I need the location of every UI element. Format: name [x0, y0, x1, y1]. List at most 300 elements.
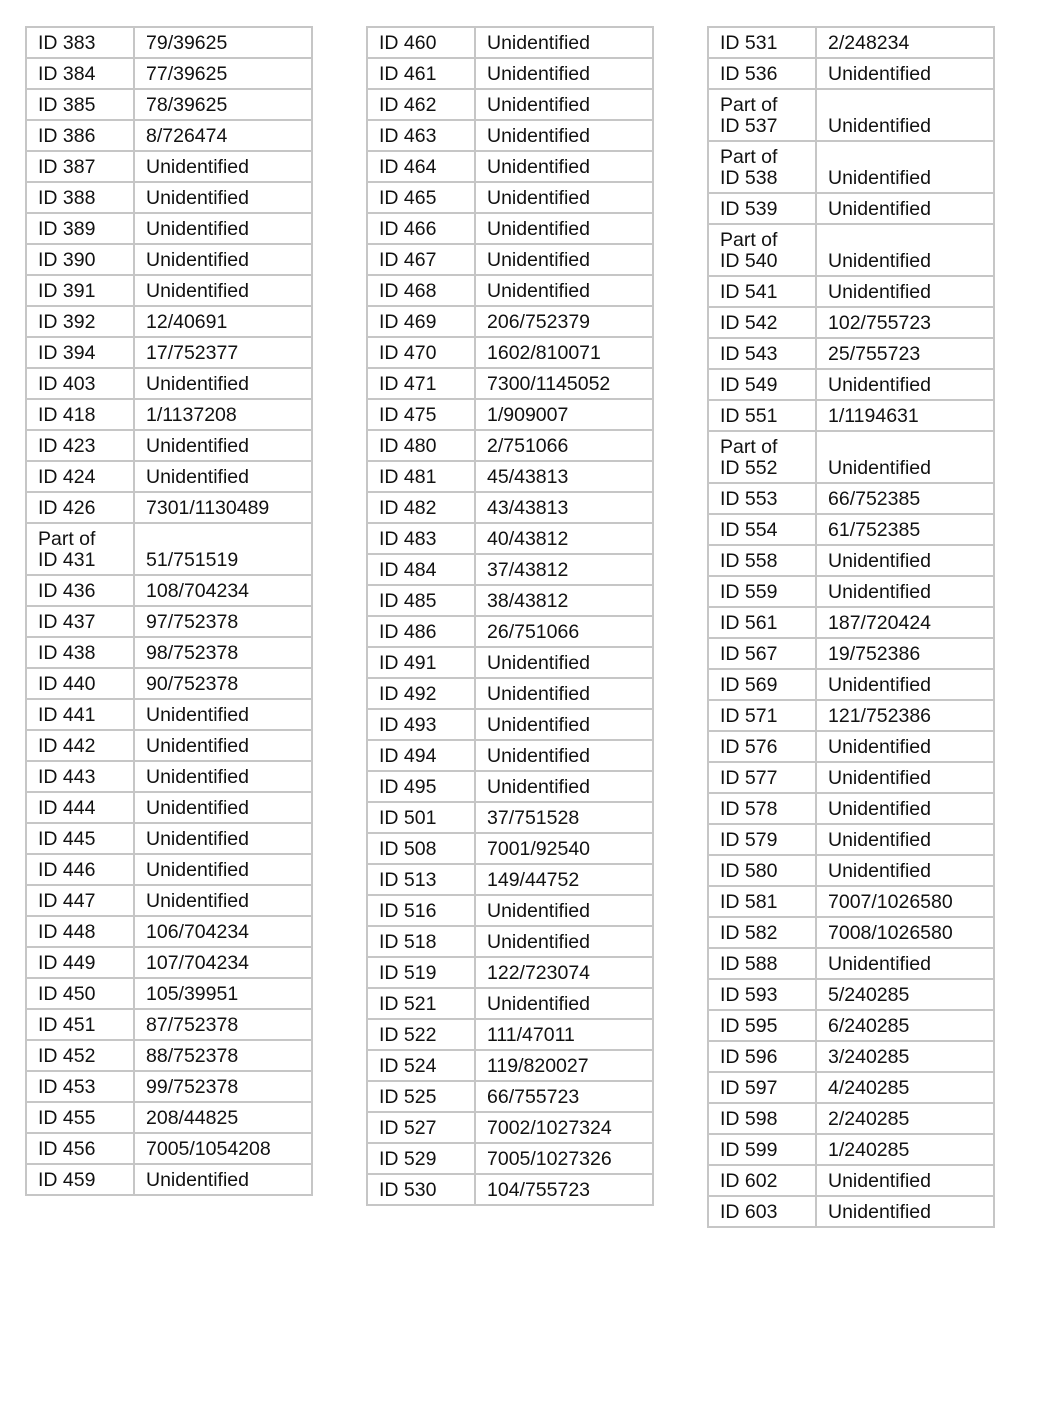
table-row — [26, 637, 312, 668]
id-label: ID 596 — [720, 1046, 778, 1068]
value-cell: Unidentified — [134, 244, 312, 275]
id-label: ID 483 — [379, 528, 437, 550]
value-cell: 66/755723 — [475, 1081, 653, 1112]
id-label: ID 456 — [38, 1138, 96, 1160]
value-cell: 119/820027 — [475, 1050, 653, 1081]
value-cell: Unidentified — [816, 369, 994, 400]
table-row — [708, 307, 994, 338]
value-cell: 7008/1026580 — [816, 917, 994, 948]
id-label: ID 495 — [379, 776, 437, 798]
table-row — [708, 669, 994, 700]
id-label: ID 445 — [38, 828, 96, 850]
id-label: ID 475 — [379, 404, 437, 426]
table-row — [26, 947, 312, 978]
table-row — [708, 276, 994, 307]
value-cell: 43/43813 — [475, 492, 653, 523]
id-cell — [26, 606, 134, 637]
value-cell: Unidentified — [475, 120, 653, 151]
table-row — [708, 1165, 994, 1196]
id-label: ID 469 — [379, 311, 437, 333]
id-cell — [708, 669, 816, 700]
id-label: ID 599 — [720, 1139, 778, 1161]
table-row — [708, 483, 994, 514]
id-cell — [708, 1010, 816, 1041]
id-cell — [26, 1009, 134, 1040]
id-cell — [26, 337, 134, 368]
id-label: ID 392 — [38, 311, 96, 333]
table-row — [367, 585, 653, 616]
id-label: ID 508 — [379, 838, 437, 860]
id-cell — [708, 545, 816, 576]
value-cell: Unidentified — [816, 58, 994, 89]
id-cell — [367, 275, 475, 306]
id-label: ID 577 — [720, 767, 778, 789]
id-label: ID 444 — [38, 797, 96, 819]
table-row — [367, 833, 653, 864]
id-label: ID 582 — [720, 922, 778, 944]
table-row — [367, 740, 653, 771]
table-row — [367, 926, 653, 957]
table-row — [367, 1019, 653, 1050]
id-label: ID 595 — [720, 1015, 778, 1037]
id-cell — [708, 224, 816, 276]
table-row — [367, 678, 653, 709]
id-cell — [26, 1164, 134, 1195]
id-label: ID 578 — [720, 798, 778, 820]
id-cell — [26, 885, 134, 916]
value-cell: 2/751066 — [475, 430, 653, 461]
id-label: ID 518 — [379, 931, 437, 953]
id-cell — [367, 678, 475, 709]
id-cell — [26, 668, 134, 699]
value-cell: Unidentified — [475, 182, 653, 213]
id-cell — [367, 244, 475, 275]
id-cell — [26, 399, 134, 430]
value-cell: 111/47011 — [475, 1019, 653, 1050]
id-label: ID 513 — [379, 869, 437, 891]
id-label: ID 383 — [38, 32, 96, 54]
table-row — [367, 492, 653, 523]
id-label: ID 561 — [720, 612, 778, 634]
table-row — [367, 802, 653, 833]
table-row — [367, 368, 653, 399]
table-row — [708, 793, 994, 824]
value-cell: Unidentified — [816, 793, 994, 824]
id-label: ID 559 — [720, 581, 778, 603]
id-cell — [26, 58, 134, 89]
id-cell — [708, 1072, 816, 1103]
id-cell — [367, 1019, 475, 1050]
value-cell: Unidentified — [816, 731, 994, 762]
value-cell: Unidentified — [134, 275, 312, 306]
value-cell: Unidentified — [816, 141, 994, 193]
value-cell: Unidentified — [134, 792, 312, 823]
id-cell — [708, 731, 816, 762]
value-cell: 206/752379 — [475, 306, 653, 337]
id-label: ID 524 — [379, 1055, 437, 1077]
id-label: ID 459 — [38, 1169, 96, 1191]
table-row — [708, 141, 994, 193]
id-cell — [26, 244, 134, 275]
id-cell — [26, 947, 134, 978]
id-cell — [708, 917, 816, 948]
id-cell — [708, 27, 816, 58]
id-label: ID 522 — [379, 1024, 437, 1046]
id-cell — [708, 762, 816, 793]
id-label: ID 423 — [38, 435, 96, 457]
table-row — [708, 545, 994, 576]
id-label: ID 569 — [720, 674, 778, 696]
table-row — [708, 824, 994, 855]
value-cell: 99/752378 — [134, 1071, 312, 1102]
table-row — [708, 917, 994, 948]
value-cell: 61/752385 — [816, 514, 994, 545]
id-label: ID 448 — [38, 921, 96, 943]
id-label: ID 452 — [38, 1045, 96, 1067]
value-cell: Unidentified — [134, 730, 312, 761]
value-cell: 7300/1145052 — [475, 368, 653, 399]
table-row — [26, 275, 312, 306]
id-label: ID 481 — [379, 466, 437, 488]
value-cell: 6/240285 — [816, 1010, 994, 1041]
id-cell — [26, 368, 134, 399]
table-row — [367, 1112, 653, 1143]
id-label: ID 588 — [720, 953, 778, 975]
id-cell — [367, 368, 475, 399]
value-cell: Unidentified — [816, 431, 994, 483]
value-cell: 121/752386 — [816, 700, 994, 731]
id-cell — [708, 576, 816, 607]
value-cell: 8/726474 — [134, 120, 312, 151]
value-cell: Unidentified — [475, 926, 653, 957]
id-label: ID 443 — [38, 766, 96, 788]
value-cell: Unidentified — [475, 647, 653, 678]
id-cell — [708, 1103, 816, 1134]
id-label: ID 593 — [720, 984, 778, 1006]
id-cell — [367, 1143, 475, 1174]
value-cell: 7301/1130489 — [134, 492, 312, 523]
id-label: ID 540 — [720, 250, 778, 272]
id-cell — [708, 824, 816, 855]
id-cell — [708, 1041, 816, 1072]
value-cell: Unidentified — [134, 368, 312, 399]
id-cell — [708, 886, 816, 917]
id-label: ID 464 — [379, 156, 437, 178]
value-cell: Unidentified — [134, 699, 312, 730]
id-cell — [367, 182, 475, 213]
id-label: ID 554 — [720, 519, 778, 541]
id-table-column-1 — [25, 26, 313, 1196]
id-label: ID 403 — [38, 373, 96, 395]
id-label: ID 394 — [38, 342, 96, 364]
table-row — [26, 58, 312, 89]
value-cell: 1/909007 — [475, 399, 653, 430]
id-label: ID 463 — [379, 125, 437, 147]
value-cell: 88/752378 — [134, 1040, 312, 1071]
id-cell — [367, 616, 475, 647]
value-cell: Unidentified — [816, 855, 994, 886]
id-label: ID 449 — [38, 952, 96, 974]
id-label: ID 580 — [720, 860, 778, 882]
id-label: ID 437 — [38, 611, 96, 633]
id-cell — [26, 730, 134, 761]
id-cell — [367, 27, 475, 58]
table-row — [708, 369, 994, 400]
id-cell — [26, 89, 134, 120]
table-row — [367, 957, 653, 988]
table-row — [367, 771, 653, 802]
value-cell: 7002/1027324 — [475, 1112, 653, 1143]
value-cell: 19/752386 — [816, 638, 994, 669]
id-cell — [367, 337, 475, 368]
table-row — [26, 89, 312, 120]
value-cell: 5/240285 — [816, 979, 994, 1010]
table-row — [26, 244, 312, 275]
table-row — [367, 430, 653, 461]
value-cell: Unidentified — [134, 1164, 312, 1195]
table-row — [26, 1102, 312, 1133]
id-label: ID 552 — [720, 457, 778, 479]
table-row — [26, 1040, 312, 1071]
table-row — [26, 1009, 312, 1040]
table-row — [26, 606, 312, 637]
id-label: ID 465 — [379, 187, 437, 209]
id-label: ID 537 — [720, 115, 778, 137]
table-row — [367, 89, 653, 120]
table-row — [26, 213, 312, 244]
table-row — [26, 1071, 312, 1102]
value-cell: 45/43813 — [475, 461, 653, 492]
value-cell: Unidentified — [475, 58, 653, 89]
value-cell: Unidentified — [816, 1165, 994, 1196]
id-cell — [26, 306, 134, 337]
table-row — [708, 731, 994, 762]
id-cell — [367, 647, 475, 678]
id-cell — [708, 700, 816, 731]
table-row — [26, 1164, 312, 1195]
table-row — [26, 1133, 312, 1164]
table-row — [26, 182, 312, 213]
id-label: ID 571 — [720, 705, 778, 727]
id-label: ID 467 — [379, 249, 437, 271]
id-label: ID 553 — [720, 488, 778, 510]
id-label: ID 598 — [720, 1108, 778, 1130]
table-row — [26, 978, 312, 1009]
id-cell — [367, 399, 475, 430]
id-label: ID 529 — [379, 1148, 437, 1170]
id-cell — [708, 58, 816, 89]
table-row — [26, 668, 312, 699]
id-cell — [708, 307, 816, 338]
table-row — [367, 709, 653, 740]
value-cell: Unidentified — [475, 988, 653, 1019]
id-label: ID 501 — [379, 807, 437, 829]
id-cell — [26, 761, 134, 792]
table-row — [708, 27, 994, 58]
id-cell — [367, 1174, 475, 1205]
id-cell — [708, 400, 816, 431]
value-cell: Unidentified — [134, 430, 312, 461]
value-cell: 7005/1027326 — [475, 1143, 653, 1174]
table-row — [708, 607, 994, 638]
id-cell — [367, 1112, 475, 1143]
value-cell: 1/1194631 — [816, 400, 994, 431]
value-cell: Unidentified — [134, 761, 312, 792]
id-label: ID 424 — [38, 466, 96, 488]
value-cell: 38/43812 — [475, 585, 653, 616]
value-cell: 17/752377 — [134, 337, 312, 368]
table-row — [26, 699, 312, 730]
id-cell — [26, 151, 134, 182]
table-row — [26, 792, 312, 823]
id-cell — [367, 151, 475, 182]
id-label: ID 426 — [38, 497, 96, 519]
id-label: ID 541 — [720, 281, 778, 303]
table-row — [708, 1134, 994, 1165]
id-label: ID 470 — [379, 342, 437, 364]
value-cell: 87/752378 — [134, 1009, 312, 1040]
id-cell — [26, 275, 134, 306]
table-row — [708, 193, 994, 224]
id-cell — [367, 988, 475, 1019]
value-cell: 105/39951 — [134, 978, 312, 1009]
id-label: ID 485 — [379, 590, 437, 612]
id-label: ID 558 — [720, 550, 778, 572]
value-cell: Unidentified — [816, 669, 994, 700]
id-label: ID 442 — [38, 735, 96, 757]
id-label: ID 441 — [38, 704, 96, 726]
id-cell — [26, 461, 134, 492]
id-cell — [367, 802, 475, 833]
id-label: ID 597 — [720, 1077, 778, 1099]
id-cell — [367, 58, 475, 89]
id-label: ID 530 — [379, 1179, 437, 1201]
table-row — [26, 120, 312, 151]
table-row — [708, 89, 994, 141]
id-cell — [26, 575, 134, 606]
id-label: ID 543 — [720, 343, 778, 365]
value-cell: 26/751066 — [475, 616, 653, 647]
id-prefix: Part of — [720, 436, 778, 458]
id-cell — [367, 461, 475, 492]
table-row — [26, 492, 312, 523]
id-cell — [26, 120, 134, 151]
id-cell — [367, 306, 475, 337]
table-row — [708, 1072, 994, 1103]
id-label: ID 389 — [38, 218, 96, 240]
id-cell — [708, 948, 816, 979]
id-label: ID 468 — [379, 280, 437, 302]
id-label: ID 460 — [379, 32, 437, 54]
table-row — [367, 213, 653, 244]
table-row — [367, 27, 653, 58]
table-row — [708, 1010, 994, 1041]
value-cell: 78/39625 — [134, 89, 312, 120]
id-label: ID 492 — [379, 683, 437, 705]
value-cell: 97/752378 — [134, 606, 312, 637]
value-cell: 12/40691 — [134, 306, 312, 337]
id-label: ID 440 — [38, 673, 96, 695]
value-cell: Unidentified — [816, 576, 994, 607]
table-row — [708, 1103, 994, 1134]
table-row — [708, 1041, 994, 1072]
table-row — [26, 523, 312, 575]
id-cell — [708, 638, 816, 669]
id-cell — [26, 27, 134, 58]
id-table-column-2 — [366, 26, 654, 1206]
id-cell — [367, 430, 475, 461]
table-row — [708, 1196, 994, 1227]
value-cell: Unidentified — [816, 762, 994, 793]
id-cell — [708, 369, 816, 400]
id-label: ID 539 — [720, 198, 778, 220]
id-cell — [26, 182, 134, 213]
id-cell — [708, 1134, 816, 1165]
value-cell: 7005/1054208 — [134, 1133, 312, 1164]
id-cell — [708, 514, 816, 545]
id-cell — [367, 709, 475, 740]
table-row — [367, 275, 653, 306]
id-label: ID 480 — [379, 435, 437, 457]
value-cell: 90/752378 — [134, 668, 312, 699]
id-table-column-3 — [707, 26, 995, 1228]
value-cell: 79/39625 — [134, 27, 312, 58]
table-row — [708, 338, 994, 369]
table-row — [26, 306, 312, 337]
value-cell: 1/1137208 — [134, 399, 312, 430]
table-row — [367, 461, 653, 492]
table-row — [708, 576, 994, 607]
id-cell — [367, 1081, 475, 1112]
id-label: ID 455 — [38, 1107, 96, 1129]
value-cell: Unidentified — [134, 885, 312, 916]
table-row — [26, 916, 312, 947]
table-row — [367, 988, 653, 1019]
id-cell — [26, 1071, 134, 1102]
id-label: ID 385 — [38, 94, 96, 116]
value-cell: 40/43812 — [475, 523, 653, 554]
value-cell: Unidentified — [816, 948, 994, 979]
table-row — [26, 854, 312, 885]
value-cell: 2/248234 — [816, 27, 994, 58]
id-label: ID 447 — [38, 890, 96, 912]
value-cell: Unidentified — [134, 213, 312, 244]
table-row — [708, 886, 994, 917]
value-cell: 208/44825 — [134, 1102, 312, 1133]
id-cell — [367, 895, 475, 926]
value-cell: 77/39625 — [134, 58, 312, 89]
id-label: ID 531 — [720, 32, 778, 54]
value-cell: 25/755723 — [816, 338, 994, 369]
table-row — [367, 337, 653, 368]
table-row — [26, 337, 312, 368]
id-cell — [708, 338, 816, 369]
id-label: ID 388 — [38, 187, 96, 209]
table-row — [708, 58, 994, 89]
table-row — [367, 1174, 653, 1205]
table-row — [367, 616, 653, 647]
id-cell — [26, 916, 134, 947]
id-cell — [367, 120, 475, 151]
id-cell — [26, 213, 134, 244]
id-label: ID 462 — [379, 94, 437, 116]
id-label: ID 418 — [38, 404, 96, 426]
value-cell: Unidentified — [816, 89, 994, 141]
id-label: ID 391 — [38, 280, 96, 302]
value-cell: 102/755723 — [816, 307, 994, 338]
table-row — [26, 761, 312, 792]
id-label: ID 521 — [379, 993, 437, 1015]
